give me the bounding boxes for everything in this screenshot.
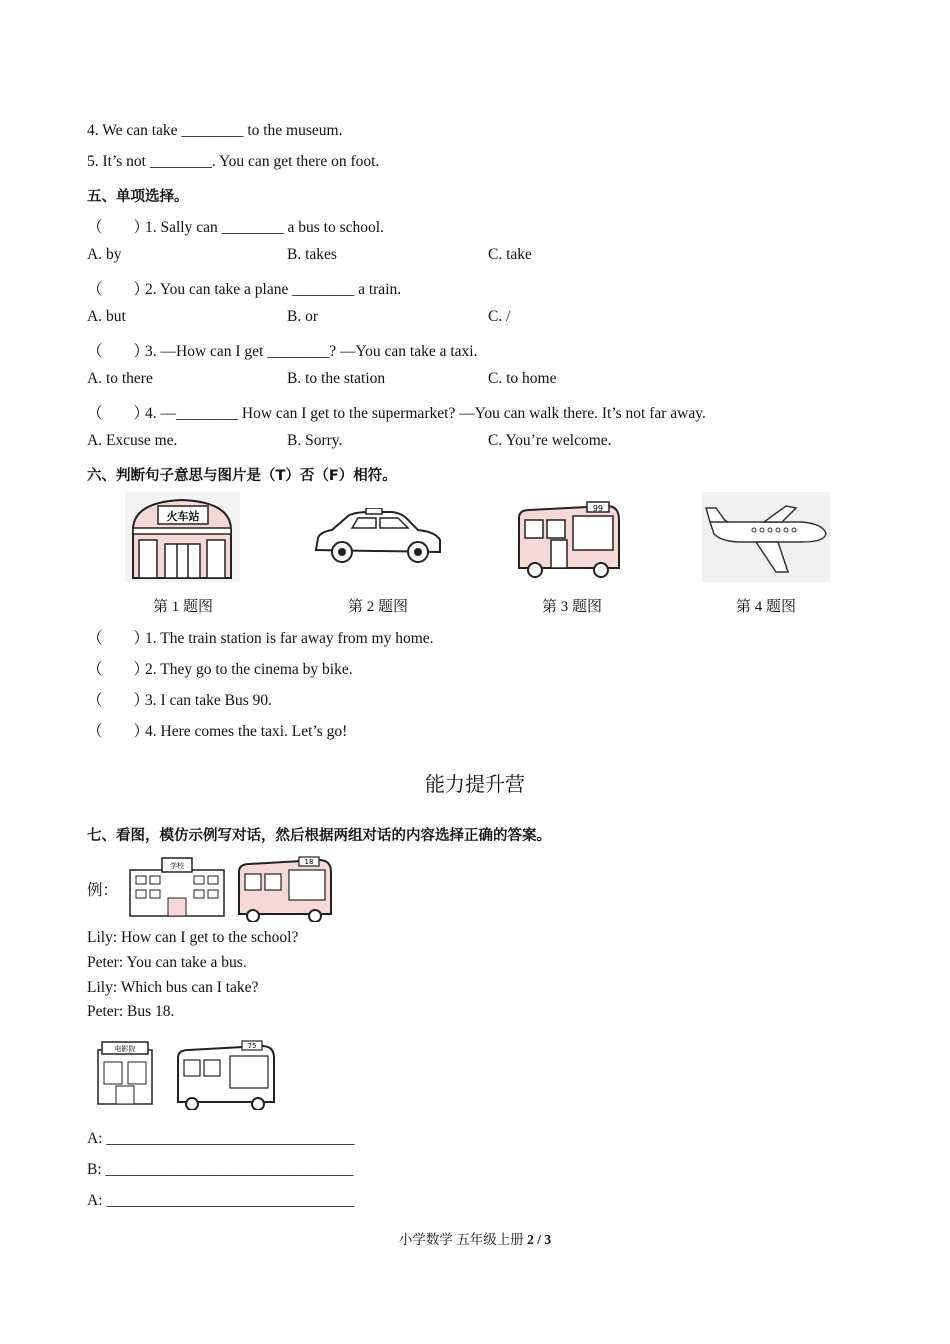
taxi-icon (310, 508, 445, 568)
page-number: 2 / 3 (527, 1232, 552, 1247)
cinema-sign: 电影院 (114, 1045, 136, 1053)
option-c: C. / (488, 308, 511, 325)
station-sign: 火车站 (166, 510, 200, 523)
dialogue-line-2: Peter: You can take a bus. (87, 954, 247, 971)
answer-paren: （ ） (87, 219, 150, 236)
airplane-icon (702, 492, 830, 582)
question-text: 2. You can take a plane ________ a train. (145, 281, 402, 298)
section-title-dialogue: 七、看图，模仿示例写对话，然后根据两组对话的内容选择正确的答案。 (87, 828, 551, 844)
tf-statement-1 (87, 626, 434, 648)
answer-line-a2: A: ________________________________ (87, 1192, 355, 1209)
fill-in-question-4: 4. We can take ________ to the museum. (87, 122, 343, 139)
option-a: A. but (87, 308, 126, 325)
mc-question-4 (87, 401, 706, 423)
bus-icon (515, 500, 625, 578)
option-b: B. to the station (287, 370, 386, 387)
school-sign: 学校 (170, 862, 184, 870)
answer-paren: （ ） (87, 661, 150, 678)
section-title-true-false: 六、判断句子意思与图片是（T）否（F）相符。 (87, 468, 397, 484)
answer-paren: （ ） (87, 692, 150, 709)
dialogue-line-3: Lily: Which bus can I take? (87, 979, 259, 996)
answer-line-b: B: ________________________________ (87, 1161, 354, 1178)
option-a: A. to there (87, 370, 153, 387)
school-icon (128, 856, 226, 918)
answer-paren: （ ） (87, 343, 150, 360)
option-a: A. by (87, 246, 122, 263)
bus-number: 99 (592, 504, 604, 513)
footer-text: 小学数学 五年级上册 (398, 1232, 528, 1247)
page-footer (0, 1228, 950, 1248)
answer-paren: （ ） (87, 281, 150, 298)
answer-line-a1: A: ________________________________ (87, 1130, 355, 1147)
option-c: C. take (488, 246, 532, 263)
answer-paren: （ ） (87, 405, 150, 422)
ability-section-title: 能力提升营 (425, 772, 525, 796)
mc-question-2 (87, 277, 401, 299)
option-b: B. Sorry. (287, 432, 343, 449)
question-text: 1. Sally can ________ a bus to school. (145, 219, 384, 236)
statement-text: 2. They go to the cinema by bike. (145, 661, 353, 678)
train-station-icon (125, 492, 240, 582)
bus-75-icon (174, 1040, 278, 1110)
statement-text: 3. I can take Bus 90. (145, 692, 272, 709)
fill-in-question-5: 5. It’s not ________. You can get there on foot. (87, 153, 380, 170)
bus-75-number: 75 (247, 1042, 257, 1050)
tf-statement-2 (87, 657, 353, 679)
tf-statement-4 (87, 719, 347, 741)
statement-text: 1. The train station is far away from my home. (145, 630, 434, 647)
cinema-icon (94, 1040, 156, 1106)
option-c: C. to home (488, 370, 557, 387)
answer-paren: （ ） (87, 723, 150, 740)
option-b: B. takes (287, 246, 337, 263)
dialogue-line-1: Lily: How can I get to the school? (87, 929, 299, 946)
statement-text: 4. Here comes the taxi. Let’s go! (145, 723, 348, 740)
mc-question-1 (87, 215, 384, 237)
mc-question-3 (87, 339, 477, 361)
question-text: 3. —How can I get ________? —You can take a taxi. (145, 343, 478, 360)
dialogue-line-4: Peter: Bus 18. (87, 1003, 175, 1020)
section-title-multiple-choice: 五、单项选择。 (87, 189, 189, 205)
question-text: 4. —________ How can I get to the supermarket? —You can walk there. It’s not far away. (145, 405, 706, 422)
example-bus-icon (235, 856, 335, 922)
option-a: A. Excuse me. (87, 432, 178, 449)
tf-statement-3 (87, 688, 272, 710)
image-caption-3: 第 3 题图 (541, 599, 602, 615)
image-caption-1: 第 1 题图 (152, 599, 213, 615)
image-caption-4: 第 4 题图 (735, 599, 796, 615)
example-bus-number: 18 (304, 858, 314, 866)
example-label: 例： (87, 882, 119, 899)
option-b: B. or (287, 308, 318, 325)
option-c: C. You’re welcome. (488, 432, 612, 449)
answer-paren: （ ） (87, 630, 150, 647)
image-caption-2: 第 2 题图 (347, 599, 408, 615)
